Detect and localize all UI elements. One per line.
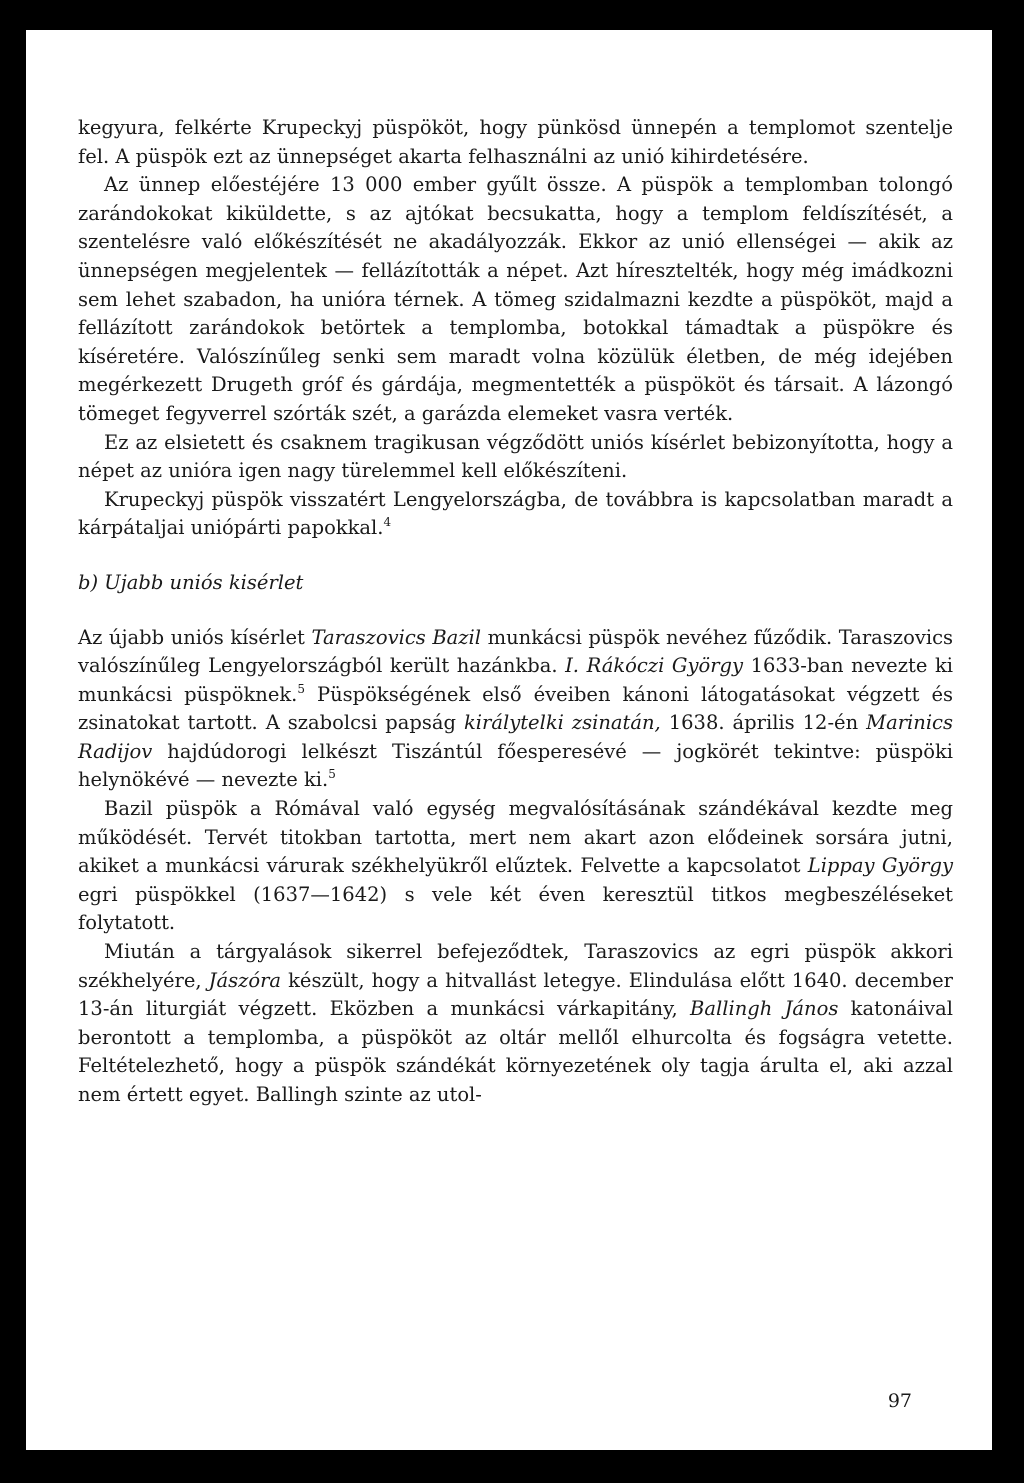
- body-text: [78, 114, 953, 1110]
- paragraph-5-text-f: hajdúdorogi lelkészt Tiszántúl főesperesévé — jogkörét tekintve: püspöki helynökévé — nevezte ki.: [78, 739, 953, 792]
- person-name-taraszovics: Taraszovics Bazil: [311, 625, 482, 649]
- person-name-rakoczi: I. Rákóczi György: [565, 654, 744, 678]
- paragraph-6-text-a: Bazil püspök a Rómával való egység megvalósításának szándékával kezdte meg működését. Tervét titokban tartotta, mert nem akart azon elődeinek sorsára jutni, akiket a munkácsi várurak székhelyükről elűztek. Felvette a kapcsolatot: [78, 797, 953, 878]
- paragraph-2-text: Az ünnep előestéjére 13 000 ember gyűlt össze. A püspök a templomban tolongó zarándokokat kiküldette, s az ajtókat becsukatta, hogy a templom feldíszítését, a szentelésre való előkészítését ne akadályozzák. Ekkor az unió ellenségei — akik az ünnepségen megjelentek — fellázították a népet. Azt híresztelték, hogy még imádkozni sem lehet szabadon, ha unióra térnek. A tömeg szidalmazni kezdte a püspököt, majd a fellázított zarándokok betörtek a templomba, botokkal támadtak a püspökre és kíséretére. Valószínűleg senki sem maradt volna közülük életben, de még idejében megérkezett Drugeth gróf és gárdája, megmentették a püspököt és társait. A lázongó tömeget fegyverrel szórták szét, a garázda elemeket vasra verték.: [78, 173, 953, 425]
- synod-name: királytelki zsinatán,: [463, 711, 661, 735]
- place-name-jaszo: Jászóra: [208, 968, 282, 992]
- paragraph-3-text: Ez az elsietett és csaknem tragikusan végződött uniós kísérlet bebizonyította, hogy a népet az unióra igen nagy türelemmel kell előkészíteni.: [78, 430, 953, 483]
- person-name-lippay: Lippay György: [807, 854, 953, 878]
- paragraph-2: [78, 171, 953, 428]
- paragraph-1: [78, 114, 953, 171]
- page-number: 97: [887, 1390, 912, 1412]
- paragraph-3: [78, 429, 953, 486]
- paragraph-4-text: Krupeckyj püspök visszatért Lengyelországba, de továbbra is kapcsolatban maradt a kárpátaljai uniópárti papokkal.: [78, 487, 953, 540]
- book-page: [26, 30, 992, 1450]
- paragraph-6-text-b: egri püspökkel (1637—1642) s vele két éven keresztül titkos megbeszéléseket folytatott.: [78, 882, 953, 935]
- paragraph-7: [78, 938, 953, 1110]
- paragraph-7-text-c: katonáival berontott a templomba, a püspököt az oltár mellől elhurcolta és fogságra vetette. Feltételezhető, hogy a püspök szándékát környezetének oly tagja árulta el, aki azzal nem értett egyet. Ballingh szinte az utol-: [78, 997, 953, 1106]
- paragraph-5-text-c: 1633-ban nevezte ki munkácsi püspöknek.: [78, 654, 953, 706]
- footnote-ref-4: 4: [383, 515, 392, 530]
- paragraph-5-text-e: 1638. április 12-én: [660, 711, 867, 735]
- paragraph-6: [78, 795, 953, 938]
- paragraph-1-text: kegyura, felkérte Krupeckyj püspököt, hogy pünkösd ünnepén a templomot szentelje fel. A püspök ezt az ünnepséget akarta felhasználni az unió kihirdetésére.: [78, 116, 953, 168]
- paragraph-5-text-a: Az újabb uniós kísérlet: [78, 625, 312, 649]
- footnote-ref-5a: 5: [297, 681, 306, 696]
- paragraph-5-text-d: Püspökségének első éveiben kánoni látogatásokat végzett és zsinatokat tartott. A szabolcsi papság: [78, 682, 953, 735]
- paragraph-5-text-b: munkácsi püspök nevéhez fűződik. Taraszovics valószínűleg Lengyelországból került hazánkba.: [78, 625, 954, 678]
- person-name-ballingh: Ballingh János: [690, 997, 839, 1021]
- section-heading: b) Ujabb uniós kisérlet: [78, 570, 304, 594]
- footnote-ref-5b: 5: [328, 767, 336, 782]
- paragraph-7-text-a: Miután a tárgyalások sikerrel befejeződtek, Taraszovics az egri püspök akkori székhelyére,: [78, 940, 953, 992]
- paragraph-7-text-b: készült, hogy a hitvallást letegye. Elindulása előtt 1640. december 13-án liturgiát végzett. Eközben a munkácsi várkapitány,: [78, 968, 953, 1021]
- person-name-marinics: Marinics Radijov: [78, 711, 953, 763]
- paragraph-4: [78, 486, 953, 543]
- paragraph-5: [78, 624, 953, 796]
